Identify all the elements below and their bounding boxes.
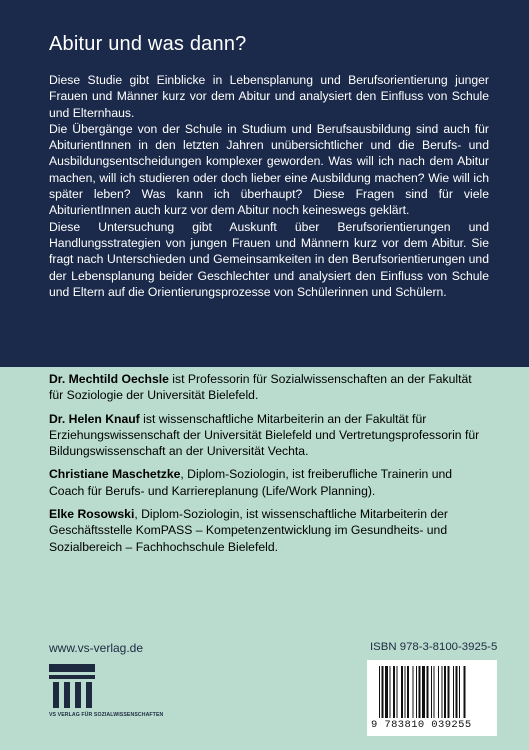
author-bio xyxy=(49,371,489,404)
publisher-url[interactable]: www.vs-verlag.de xyxy=(49,641,144,655)
barcode xyxy=(367,660,497,736)
author-name: Dr. Helen Knauf xyxy=(49,411,140,426)
author-description: , Diplom-Soziologin, ist wissenschaftliche Mitarbeiterin der Geschäftsstelle KomPASS – Kompetenzentwicklung im Gesundheits- und Sozialbereich – Fachhochschule Bielefeld. xyxy=(49,507,448,554)
description-paragraph: Diese Studie gibt Einblicke in Lebensplanung und Berufsorientierung junger Frauen und Männer kurz vor dem Abitur und analysiert den Einfluss von Schule und Elternhaus. xyxy=(49,73,489,120)
author-bio xyxy=(49,411,489,460)
publisher-name: VS VERLAG FÜR SOZIALWISSENSCHAFTEN xyxy=(49,712,164,718)
author-name: Dr. Mechtild Oechsle xyxy=(49,372,169,386)
blurb-panel xyxy=(0,0,529,367)
isbn: ISBN 978-3-8100-3925-5 xyxy=(370,641,498,653)
author-name: Christiane Maschetzke xyxy=(49,467,181,482)
book-title: Abitur und was dann? xyxy=(49,33,247,55)
barcode-digits: 9 783810 039255 xyxy=(371,719,472,731)
book-description xyxy=(49,72,489,300)
publisher-logo-icon xyxy=(49,664,95,708)
description-paragraph: Diese Untersuchung gibt Auskunft über Berufsorientierungen und Handlungsstrategien von jungen Frauen und Männern kurz vor dem Abitur. Sie fragt nach Unterschieden und Gemeinsamkeiten in den Berufsorientierungen und der Lebensplanung beider Geschlechter und analysiert den Einfluss von Schule und Eltern auf die Orientierungsprozesse von Schülerinnen und Schülern. xyxy=(49,219,489,299)
author-name: Elke Rosowski xyxy=(49,507,135,522)
author-description: , Diplom-Soziologin, ist freiberufliche Trainerin und Coach für Berufs- und Karriereplanung (Life/Work Planning). xyxy=(49,467,453,498)
barcode-icon xyxy=(377,666,489,718)
author-bio xyxy=(49,506,489,555)
author-bio xyxy=(49,466,489,499)
description-paragraph: Die Übergänge von der Schule in Studium und Berufsausbildung sind auch für AbiturientInnen in den letzten Jahren unübersichtlicher und die Berufs- und Ausbildungsentscheidungen komplexer geworden. Was will ich nach dem Abitur machen, will ich studieren oder doch lieber eine Ausbildung machen? Wie will ich später leben? Was kann ich überhaupt? Diese Fragen sind für viele AbiturientInnen auch kurz vor dem Abitur noch keineswegs geklärt. xyxy=(49,121,489,218)
author-description: ist Professorin für Sozialwissenschaften an der Fakultät für Soziologie der Universität Bielefeld. xyxy=(49,372,472,403)
author-description: ist wissenschaftliche Mitarbeiterin an der Fakultät für Erziehungswissenschaft der Universität Bielefeld und Vertretungsprofessorin für Bildungswissenschaft an der Universität Vechta. xyxy=(49,411,480,459)
author-bios xyxy=(49,371,489,562)
